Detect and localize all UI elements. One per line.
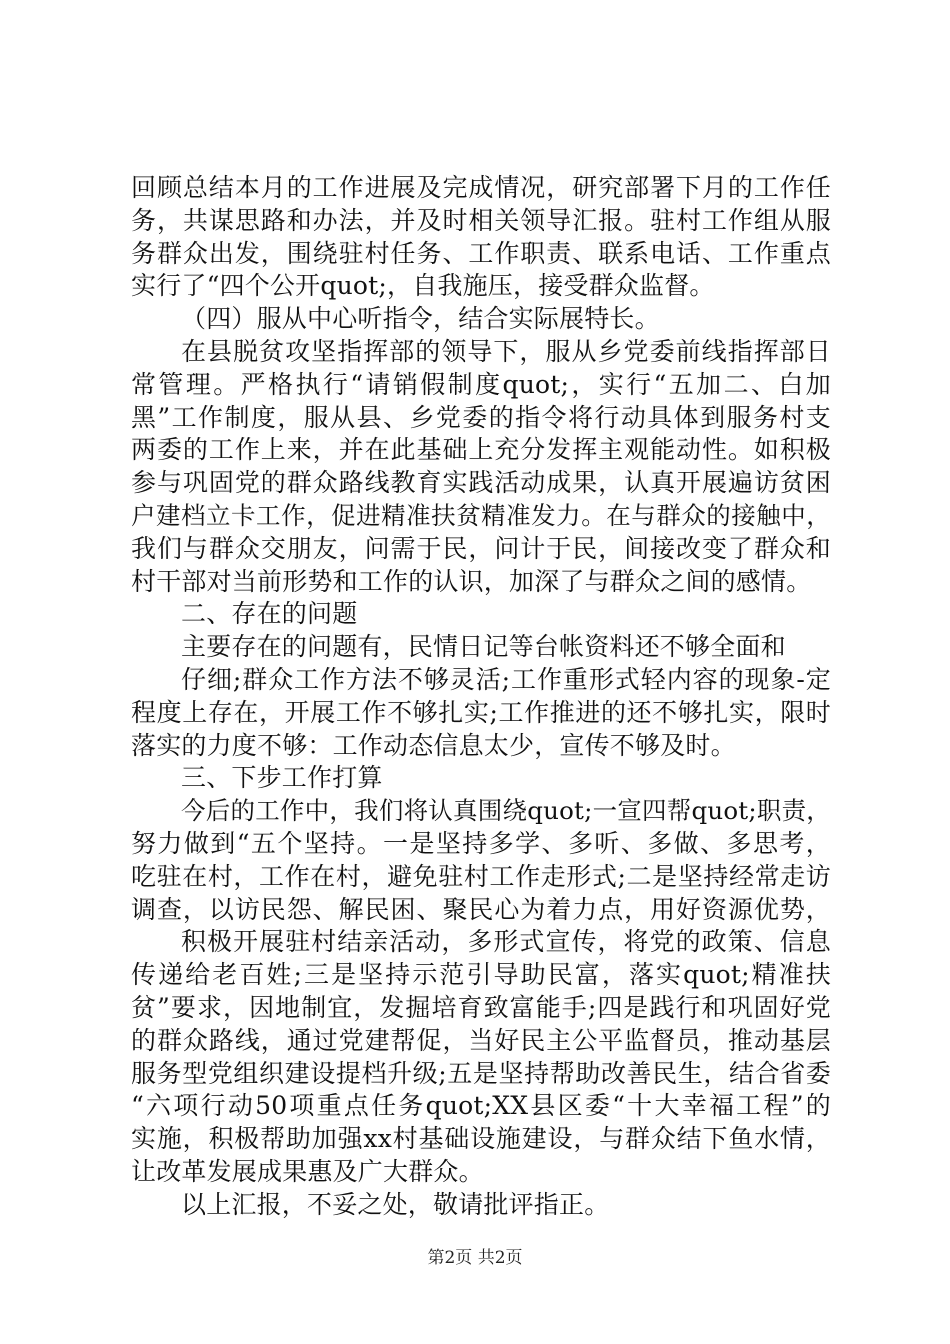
- text-line: 仔细;群众工作方法不够灵活;工作重形式轻内容的现象-定: [181, 664, 831, 694]
- text-line: 的群众路线，通过党建帮促，当好民主公平监督员，推动基层: [131, 1025, 831, 1055]
- text-line: 努力做到“五个坚持。一是坚持多学、多听、多做、多思考，: [131, 828, 831, 858]
- document-body: [131, 172, 831, 1222]
- text-line: 落实的力度不够：工作动态信息太少，宣传不够及时。: [131, 730, 736, 760]
- paragraph-first-line: 主要存在的问题有，民情日记等台帐资料还不够全面和: [181, 632, 786, 662]
- text-line: 贫”要求，因地制宜，发掘培育致富能手;四是践行和巩固好党: [131, 992, 831, 1022]
- paragraph-first-line: 今后的工作中，我们将认真围绕quot;一宣四帮quot;职责，: [181, 796, 831, 826]
- text-line: 户建档立卡工作，促进精准扶贫精准发力。在与群众的接触中，: [131, 500, 831, 530]
- text-line: 积极开展驻村结亲活动，多形式宣传，将党的政策、信息: [181, 927, 831, 957]
- text-line: 我们与群众交朋友，问需于民，问计于民，间接改变了群众和: [131, 533, 831, 563]
- paragraph-first-line: 在县脱贫攻坚指挥部的领导下，服从乡党委前线指挥部日: [181, 336, 831, 366]
- text-line: 程度上存在，开展工作不够扎实;工作推进的还不够扎实，限时: [131, 697, 831, 727]
- page-footer: [0, 1243, 950, 1268]
- closing-line: 以上汇报，不妥之处，敬请批评指正。: [181, 1189, 610, 1219]
- section-heading: （四）服从中心听指令，结合实际展特长。: [181, 304, 660, 334]
- text-line: 调查，以访民怨、解民困、聚民心为着力点，用好资源优势，: [131, 894, 831, 924]
- text-line: 传递给老百姓;三是坚持示范引导助民富，落实quot;精准扶: [131, 960, 831, 990]
- text-line: 实施，积极帮助加强xx村基础设施建设，与群众结下鱼水情，: [131, 1124, 831, 1154]
- text-line: 回顾总结本月的工作进展及完成情况，研究部署下月的工作任: [131, 173, 831, 202]
- text-line: 两委的工作上来，并在此基础上充分发挥主观能动性。如积极: [131, 435, 831, 465]
- page-number: 第2页 共2页: [427, 1248, 523, 1268]
- text-line: 实行了“四个公开quot;，自我施压，接受群众监督。: [131, 271, 715, 301]
- text-line: 常管理。严格执行“请销假制度quot;，实行“五加二、白加: [131, 369, 831, 399]
- section-heading: 二、存在的问题: [181, 599, 358, 629]
- text-line: 黑”工作制度，服从县、乡党委的指令将行动具体到服务村支: [131, 402, 831, 432]
- text-line: 吃驻在村，工作在村，避免驻村工作走形式;二是坚持经常走访: [131, 861, 831, 891]
- section-heading: 三、下步工作打算: [181, 763, 383, 793]
- text-line: 让改革发展成果惠及广大群众。: [131, 1156, 484, 1186]
- text-line: 服务型党组织建设提档升级;五是坚持帮助改善民生，结合省委: [131, 1058, 831, 1088]
- text-line: “六项行动50项重点任务quot;XX县区委“十大幸福工程”的: [131, 1091, 831, 1121]
- text-line: 参与巩固党的群众路线教育实践活动成果，认真开展遍访贫困: [131, 468, 831, 498]
- text-line: 务群众出发，围绕驻村任务、工作职责、联系电话、工作重点: [131, 238, 831, 268]
- text-line: 村干部对当前形势和工作的认识，加深了与群众之间的感情。: [131, 566, 812, 596]
- text-line: 务，共谋思路和办法，并及时相关领导汇报。驻村工作组从服: [131, 205, 831, 235]
